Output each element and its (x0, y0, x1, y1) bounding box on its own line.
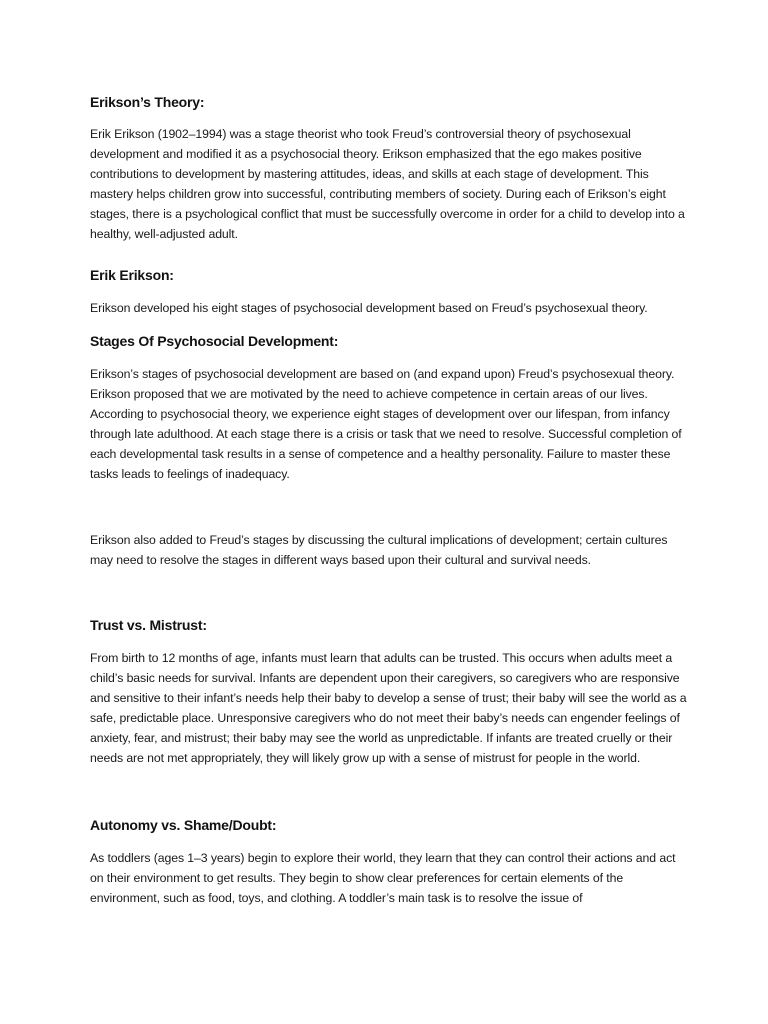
paragraph-erik-erikson: Erikson developed his eight stages of psychosocial development based on Freud’s psychosexual theory. (90, 301, 648, 315)
heading-stages-of-psychosocial-development: Stages Of Psychosocial Development: (90, 333, 339, 349)
paragraph-autonomy-vs-shame-doubt: As toddlers (ages 1–3 years) begin to explore their world, they learn that they can control their actions and act on their environment to get results. They begin to show clear preferences for certain elements of the environment, such as food, toys, and clothing. A toddler’s main task is to resolve the issue of (90, 851, 676, 905)
heading-trust-vs-mistrust: Trust vs. Mistrust: (90, 617, 207, 633)
heading-autonomy-vs-shame-doubt: Autonomy vs. Shame/Doubt: (90, 817, 277, 833)
heading-eriksons-theory: Erikson’s Theory: (90, 94, 205, 110)
paragraph-eriksons-theory: Erik Erikson (1902–1994) was a stage theorist who took Freud’s controversial theory of psychosexual development and modified it as a psychosocial theory. Erikson emphasized that the ego makes positive contributions to development by mastering attitudes, ideas, and skills at each stage of development. This mastery helps children grow into successful, contributing members of society. During each of Erikson’s eight stages, there is a psychological conflict that must be successfully overcome in order for a child to develop into a healthy, well-adjusted adult. (90, 127, 685, 241)
paragraph-stages-2: Erikson also added to Freud’s stages by discussing the cultural implications of development; certain cultures may need to resolve the stages in different ways based upon their cultural and survival needs. (90, 533, 668, 567)
paragraph-stages-1: Erikson’s stages of psychosocial development are based on (and expand upon) Freud’s psychosexual theory. Erikson proposed that we are motivated by the need to achieve competence in certain areas of our lives. According to psychosocial theory, we experience eight stages of development over our lifespan, from infancy through late adulthood. At each stage there is a crisis or task that we need to resolve. Successful completion of each developmental task results in a sense of competence and a healthy personality. Failure to master these tasks leads to feelings of inadequacy. (90, 367, 682, 481)
heading-erik-erikson: Erik Erikson: (90, 267, 174, 283)
paragraph-trust-vs-mistrust: From birth to 12 months of age, infants must learn that adults can be trusted. This occurs when adults meet a child’s basic needs for survival. Infants are dependent upon their caregivers, so caregivers who are responsive and sensitive to their infant’s needs help their baby to develop a sense of trust; their baby will see the world as a safe, predictable place. Unresponsive caregivers who do not meet their baby’s needs can engender feelings of anxiety, fear, and mistrust; their baby may see the world as unpredictable. If infants are treated cruelly or their needs are not met appropriately, they will likely grow up with a sense of mistrust for people in the world. (90, 651, 687, 765)
document-page (90, 91, 690, 908)
